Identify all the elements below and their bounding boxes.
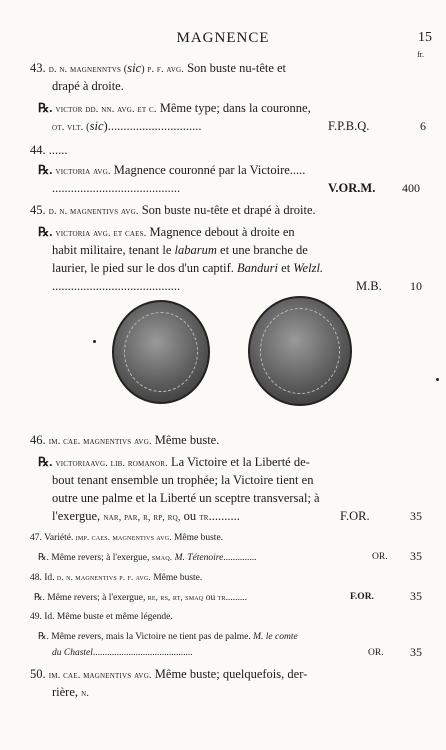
entry-43-rev-line1: ℞. victor dd. nn. avg. et c. Même type; dans la couronne,	[38, 101, 311, 115]
entry-44-line1: 44. ......	[30, 143, 68, 157]
entry-46-rev-line1: ℞. victoriaavg. lib. romanor. La Victoire et la Liberté de-	[38, 455, 310, 469]
entry-48-rev-mark: F.OR.	[350, 592, 374, 602]
entry-46-rev-line3: outre une palme et la Liberté un sceptre transversal; à	[52, 491, 320, 505]
coin-reverse-image	[248, 296, 352, 406]
entry-49-rev-price: 35	[410, 645, 422, 659]
entry-45-rev-mark: M.B.	[356, 279, 382, 293]
entry-49-rev-line2: du Chastel..........................................	[52, 648, 193, 658]
entry-50-line1: 50. im. cae. magnentivs avg. Même buste; quelquefois, der-	[30, 667, 308, 681]
entry-45-rev-line3: laurier, le pied sur le dos d'un captif. Banduri et Welzl.	[52, 261, 324, 275]
entry-47-line1: 47. Variété. imp. caes. magnentivs avg. Même buste.	[30, 532, 224, 543]
entry-46-line1: 46. im. cae. magnentivs avg. Même buste.	[30, 433, 220, 447]
entry-43-line1: 43. d. n. magnenntvs (sic) p. f. avg. Son buste nu-tête et	[30, 61, 287, 75]
entry-49-rev-mark: OR.	[368, 648, 384, 658]
margin-dot	[436, 378, 439, 381]
price-unit: fr.	[417, 50, 424, 59]
entry-43-rev-mark: F.P.B.Q.	[328, 119, 370, 133]
entry-47-rev-mark: OR.	[372, 552, 388, 562]
coin-obverse-image	[112, 300, 210, 404]
page-number: 15	[418, 30, 432, 45]
entry-48-rev-line1: ℞. Même revers; à l'exergue, re, rs, rt, smaq ou tr.........	[34, 592, 248, 603]
entry-48-line1: 48. Id. d. n. magnentivs p. f. avg. Même buste.	[30, 572, 203, 583]
entry-45-rev-line4: .........................................	[52, 279, 181, 293]
entry-45-rev-price: 10	[410, 279, 422, 293]
entry-44-rev-mark: V.OR.M.	[328, 181, 376, 195]
entry-48-rev-price: 35	[410, 589, 422, 603]
entry-49-rev-line1: ℞. Même revers, mais la Victoire ne tient pas de palme. M. le comte	[38, 632, 298, 642]
entry-47-rev-price: 35	[410, 549, 422, 563]
entry-46-rev-mark: F.OR.	[340, 509, 370, 523]
entry-44-rev-line2: .........................................	[52, 181, 181, 195]
entry-49-line1: 49. Id. Même buste et même légende.	[30, 612, 173, 622]
entry-46-rev-price: 35	[410, 509, 422, 523]
entry-45-line1: 45. d. n. magnentivs avg. Son buste nu-tête et drapé à droite.	[30, 203, 316, 217]
entry-44-rev-price: 400	[402, 181, 420, 195]
entry-46-rev-line2: bout tenant ensemble un trophée; la Victoire tient en	[52, 473, 314, 487]
entry-43-rev-price: 6	[420, 119, 426, 133]
entry-45-rev-line2: habit militaire, tenant le labarum et une branche de	[52, 243, 308, 257]
margin-dot	[93, 340, 96, 343]
entry-45-rev-line1: ℞. victoria avg. et caes. Magnence debout à droite en	[38, 225, 295, 239]
entry-47-rev-line1: ℞. Même revers; à l'exergue, smaq. M. Tétenoire..............	[38, 552, 257, 563]
entry-44-rev-line1: ℞. victoria avg. Magnence couronné par la Victoire.....	[38, 163, 306, 177]
entry-43-line2: drapé à droite.	[52, 79, 124, 93]
page-title: MAGNENCE	[176, 30, 270, 46]
entry-50-line2: rière, n.	[52, 685, 90, 699]
entry-43-rev-line2: ot. vlt. (sic)..............................	[52, 119, 202, 133]
entry-46-rev-line4: l'exergue, nar, par, r, rp, rq, ou tr..........	[52, 509, 240, 523]
